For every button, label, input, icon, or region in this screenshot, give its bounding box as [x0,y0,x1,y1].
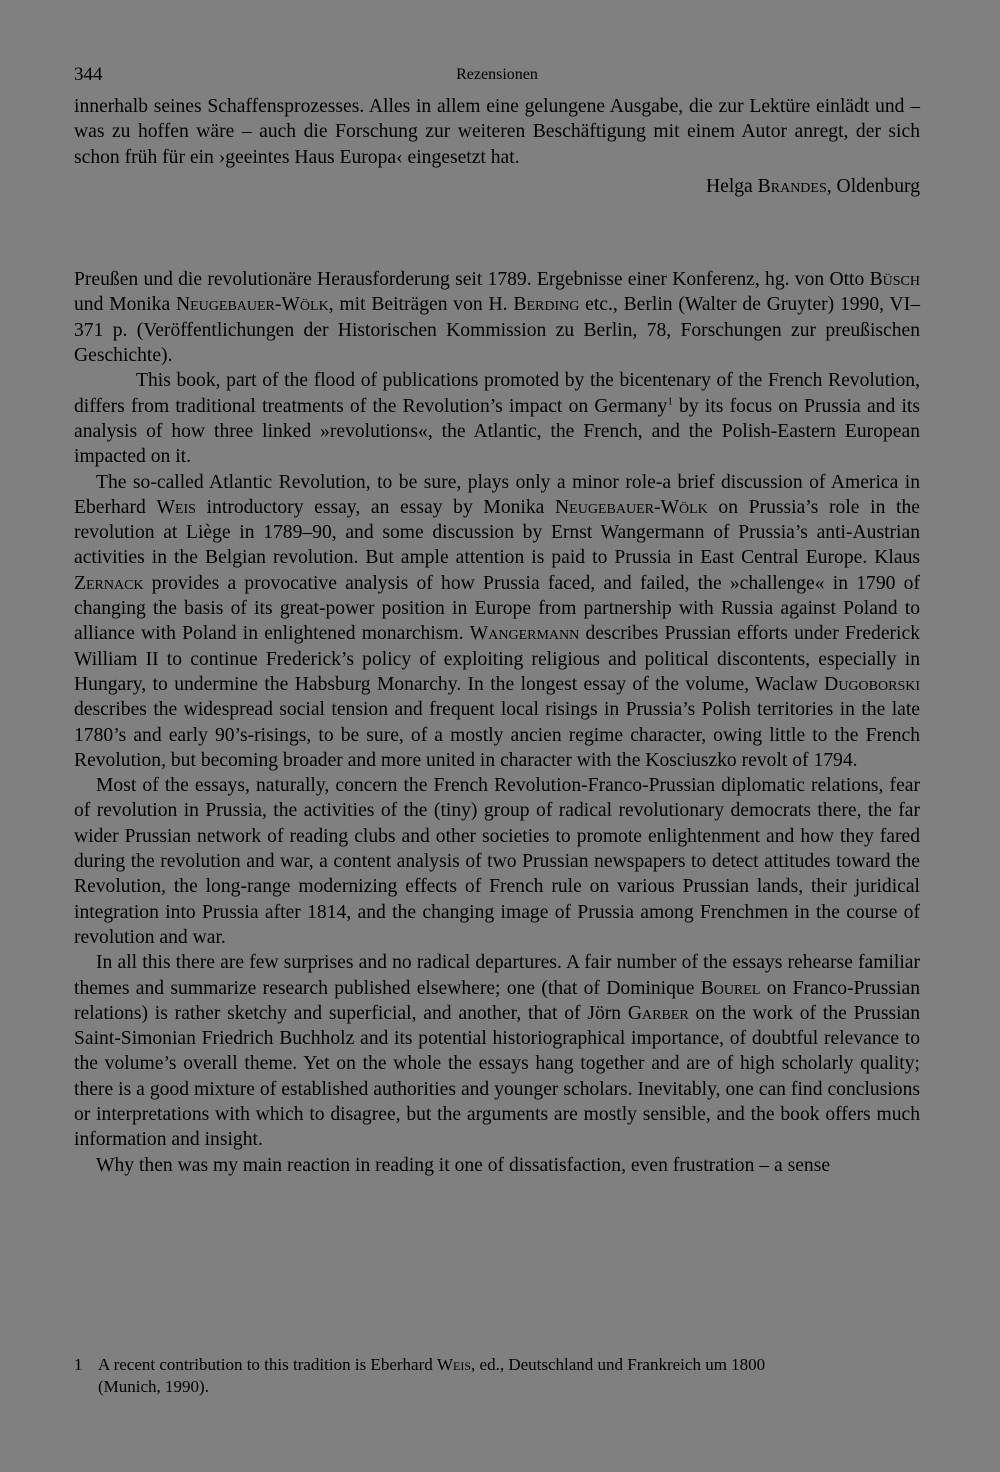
footnote-text: , ed., Deutschland und Frankreich um 1800 [471,1355,766,1374]
footnote-number: 1 [74,1355,83,1374]
footnote-text: A recent contribution to this tradition is Eberhard [98,1355,437,1374]
paragraph-text: on Prussia’s role in the revolution at Liège in 1789–90, and some discussion by Ernst Wangermann of Prussia’s anti-Austrian activities in the Belgian revolution. But ample attention is paid to Prussia in East Central Europe. Klaus [74,496,920,569]
review-paragraph-5: Why then was my main reaction in reading it one of dissatisfaction, even frustration – a sense [96,1154,831,1176]
bib-text: etc., Berlin (Walter de Gruyter) 1990, VI–371 p. (Veröffentlichungen der Historischen Kommission zu Berlin, 78, Forschungen zur preußischen Geschichte). [74,294,921,367]
paragraph-text: introductory essay, an essay by Monika [195,496,556,518]
author-name: Weis [156,496,196,518]
running-head: Rezensionen [456,66,538,83]
author-name: Garber [627,1002,689,1024]
author-name: Wangermann [469,623,580,645]
footnote [74,1354,920,1398]
author-name: Bourel [700,977,761,999]
review-paragraph-3: Most of the essays, naturally, concern the French Revolution-Franco-Prussian diplomatic relations, fear of revolution in Prussia, the activities of the (tiny) group of radical revolutionary democrats there, the far wider Prussian network of reading clubs and other societies to promote enlightenment and how they fared during the revolution and war, a content analysis of two Prussian newspapers to detect attitudes toward the Revolution, the long-range modernizing effects of French rule on various Prussian lands, their juridical integration into Prussia after 1814, and the changing image of Prussia among Frenchmen in the course of revolution and war. [74,775,920,948]
bib-text: und Monika [74,294,176,316]
editor-name: Neugebauer-Wölk [175,294,329,316]
footnote-reference: 1 [667,395,673,408]
paragraph-text: describes Prussian efforts under Frederick William II to continue Frederick’s policy of exploiting religious and political discontents, especially in Hungary, to undermine the Habsburg Monarchy. In the longest essay of the volume, Waclaw [74,623,920,695]
paragraph-text: on Franco-Prussian relations) is rather sketchy and superficial, and another, that of Jörn [74,977,920,1024]
paragraph-text: In all this there are few surprises and no radical departures. A fair number of the essays rehearse familiar themes and summarize research published elsewhere; one (that of Dominique [74,952,920,999]
page-number: 344 [74,64,103,85]
bib-text: , mit Beiträgen von H. [328,294,514,316]
paragraph-text: The so-called Atlantic Revolution, to be sure, plays only a minor role-a brief discussion of America in Eberhard [74,471,920,518]
previous-review-ending: innerhalb seines Schaffensprozesses. Alles in allem eine gelungene Ausgabe, die zur Lektüre einlädt und – was zu hoffen wäre – auch die Forschung zur weiteren Beschäftigung mit einem Autor anregt, der sich schon früh für ein ›geeintes Haus Europa‹ eingesetzt hat. [74,96,920,168]
paragraph-text: This book, part of the flood of publications promoted by the bicentenary of the French Revolution, differs from traditional treatments of the Revolution’s impact on Germany [74,370,920,417]
paragraph-text: provides a provocative analysis of how Prussia faced, and failed, the »challenge« in 1790 of changing the basis of its great-power position in Europe from partnership with Russia against Poland to alliance with Poland in enlightened monarchism. [74,572,920,645]
contributor-name: Berding [513,294,580,316]
paragraph-text: on the work of the Prussian Saint-Simonian Friedrich Buchholz and its potential historiographical importance, of doubtful relevance to the volume’s overall theme. Yet on the whole the essays hang together and are of high scholarly quality; there is a good mixture of established authorities and younger scholars. Inevitably, one can find conclusions or interpretations with which to disagree, but the arguments are mostly sensible, and the book offers much information and insight. [74,1002,921,1151]
review-paragraph-1 [74,368,920,469]
author-name: Zernack [74,572,144,594]
bib-text: Preußen und die revolutionäre Herausforderung seit 1789. Ergebnisse einer Konferenz, hg. von Otto [74,269,870,291]
review-paragraph-4 [74,950,920,1152]
review-paragraph-2 [74,470,920,774]
editor-name: Büsch [869,269,920,291]
reviewer-surname: Brandes [757,175,827,197]
footnote-author-name: Weis [436,1355,472,1374]
footnote-text-continued: (Munich, 1990). [98,1377,209,1396]
page-header [74,58,920,94]
author-name: Dugoborski [824,673,920,695]
reviewer-signature [74,174,920,199]
bibliographic-entry [74,267,920,368]
reviewer-place: , Oldenburg [826,175,920,197]
paragraph-text: describes the widespread social tension and frequent local risings in Prussia’s Polish territories in the late 1780’s and early 90’s-risings, to be sure, of a mostly ancien regime character, owing little to the French Revolution, but becoming broader and more united in character with the Kosciuszko revolt of 1794. [74,699,920,771]
author-name: Neugebauer-Wölk [555,496,708,518]
paragraph-text: by its focus on Prussia and its analysis of how three linked »revolutions«, the Atlantic, the French, and the Polish-Eastern European impacted on it. [74,395,921,468]
page-content [74,58,920,1178]
reviewer-first-name: Helga [705,175,753,197]
